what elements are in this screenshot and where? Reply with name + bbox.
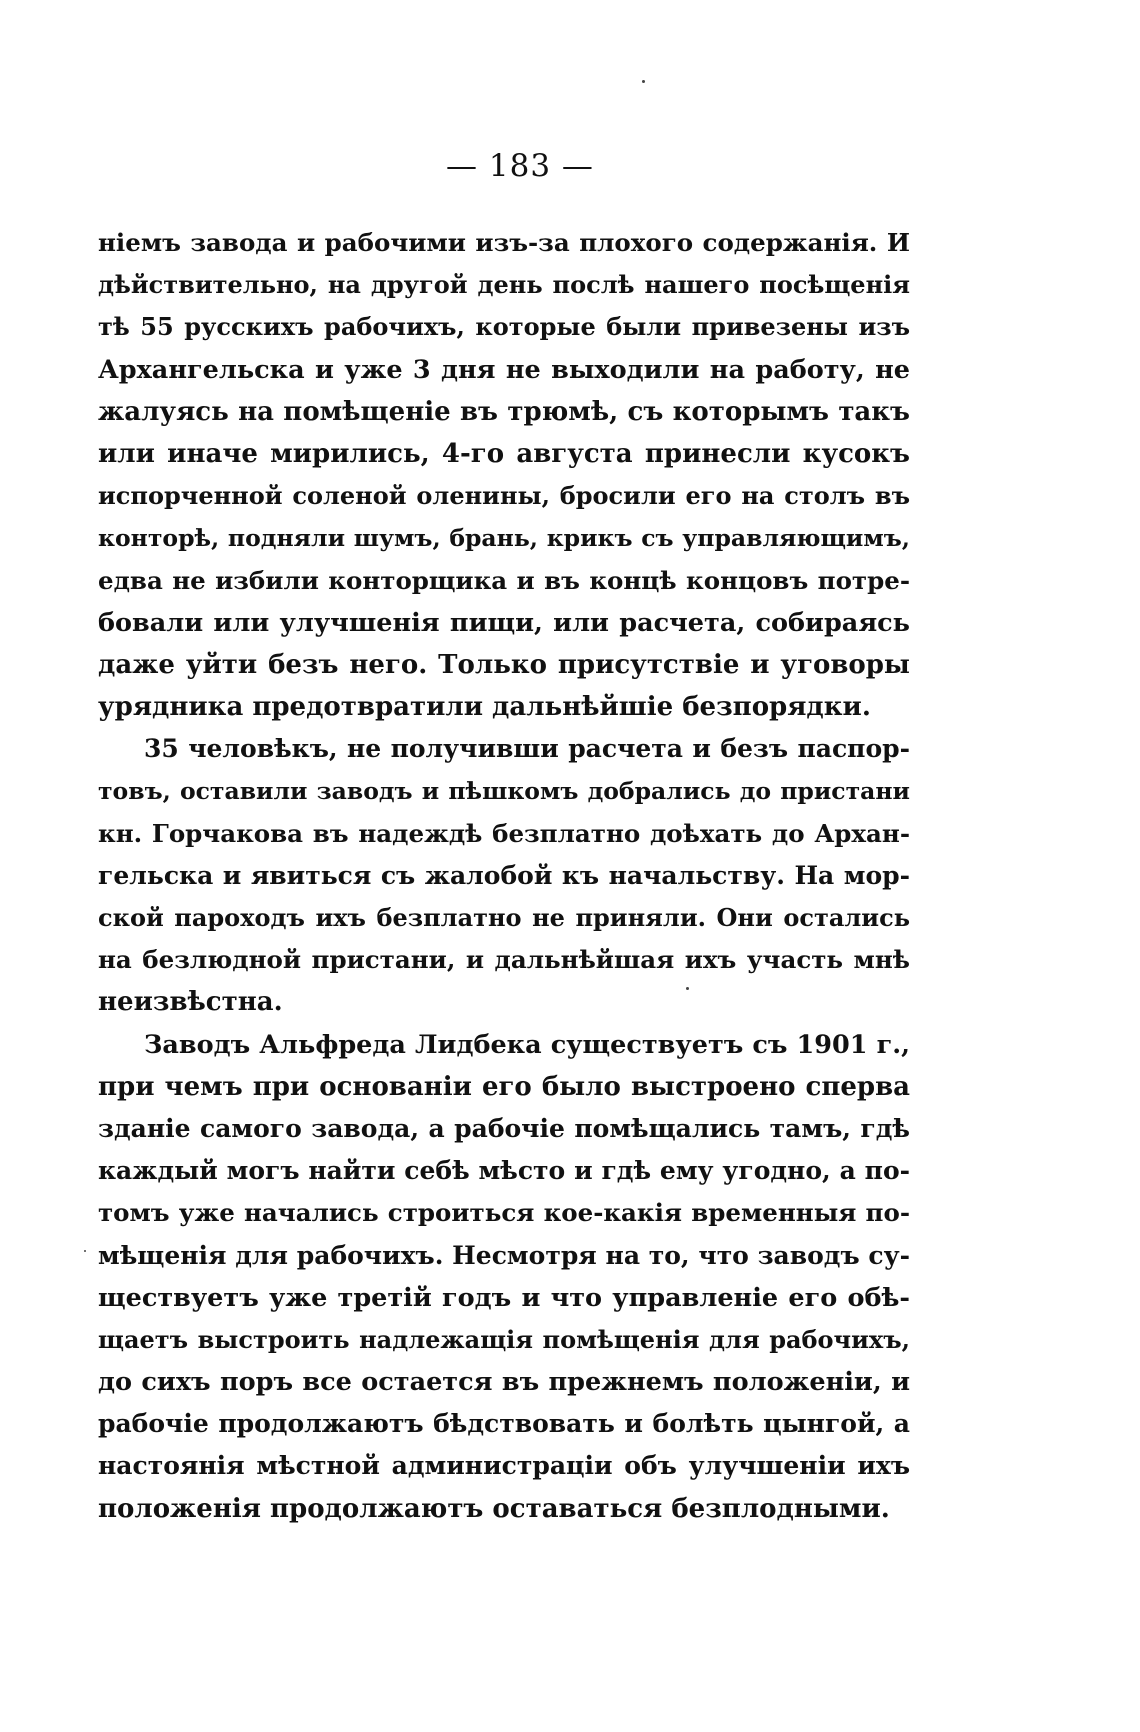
text-line: ской пароходъ ихъ безплатно не приняли. Они остались [98,903,910,932]
text-line: зданіе самого завода, а рабочіе помѣщались тамъ, гдѣ [98,1113,910,1143]
text-line: жалуясь на помѣщеніе въ трюмѣ, съ которымъ такъ [98,396,910,427]
text-line: положенія продолжаютъ оставаться безплодными. [98,1493,890,1524]
text-line: ніемъ завода и рабочими изъ-за плохого содержанія. И [98,228,910,257]
text-line: щаетъ выстроить надлежащія помѣщенія для рабочихъ, [98,1324,910,1354]
text-line: урядника предотвратили дальнѣйшіе безпорядки. [98,692,871,723]
page-number: — 183 — [446,148,594,184]
text-line: на безлюдной пристани, и дальнѣйшая ихъ участь мнѣ [98,945,910,975]
text-line: кн. Горчакова въ надеждѣ безплатно доѣхать до Архан- [98,818,910,848]
text-line: дѣйствительно, на другой день послѣ нашего посѣщенія [98,270,910,300]
text-line: Заводъ Альфреда Лидбека существуетъ съ 1901 г., [144,1029,910,1060]
text-line: конторѣ, подняли шумъ, брань, крикъ съ управляющимъ, [98,524,910,553]
text-line: каждый могъ найти себѣ мѣсто и гдѣ ему угодно, а по- [98,1156,910,1186]
text-line: при чемъ при основаніи его было выстроено сперва [98,1071,910,1102]
text-line: бовали или улучшенія пищи, или расчета, собираясь [98,607,910,638]
text-line: томъ уже начались строиться кое-какія временныя по- [98,1198,910,1228]
text-line: Архангельска и уже 3 дня не выходили на работу, не [98,354,910,385]
text-line: настоянія мѣстной администраціи объ улучшеніи ихъ [98,1451,910,1481]
text-line: товъ, оставили заводъ и пѣшкомъ добрались до пристани [98,777,910,806]
ink-speck [84,1250,86,1252]
text-line: мѣщенія для рабочихъ. Несмотря на то, что заводъ су- [98,1240,910,1270]
text-line: едва не избили конторщика и въ концѣ концовъ потре- [98,565,910,595]
text-line: ществуетъ уже третій годъ и что управленіе его обѣ- [98,1282,910,1313]
text-line: неизвѣстна. [98,987,283,1018]
text-line: тѣ 55 русскихъ рабочихъ, которые были привезены изъ [98,312,910,342]
ink-speck [642,80,645,83]
text-line: гельска и явиться съ жалобой къ начальству. На мор- [98,860,910,890]
text-line: 35 человѣкъ, не получивши расчета и безъ паспор- [144,734,910,764]
text-line: даже уйти безъ него. Только присутствіе и уговоры [98,649,910,680]
text-line: испорченной соленой оленины, бросили его на столъ въ [98,481,910,511]
text-line: до сихъ поръ все остается въ прежнемъ положеніи, и [98,1367,910,1398]
body-text [98,222,910,1530]
text-line: или иначе мирились, 4-го августа принесли кусокъ [98,438,910,469]
text-line: рабочіе продолжаютъ бѣдствовать и болѣть цынгой, а [98,1409,910,1439]
ink-speck [686,987,689,990]
